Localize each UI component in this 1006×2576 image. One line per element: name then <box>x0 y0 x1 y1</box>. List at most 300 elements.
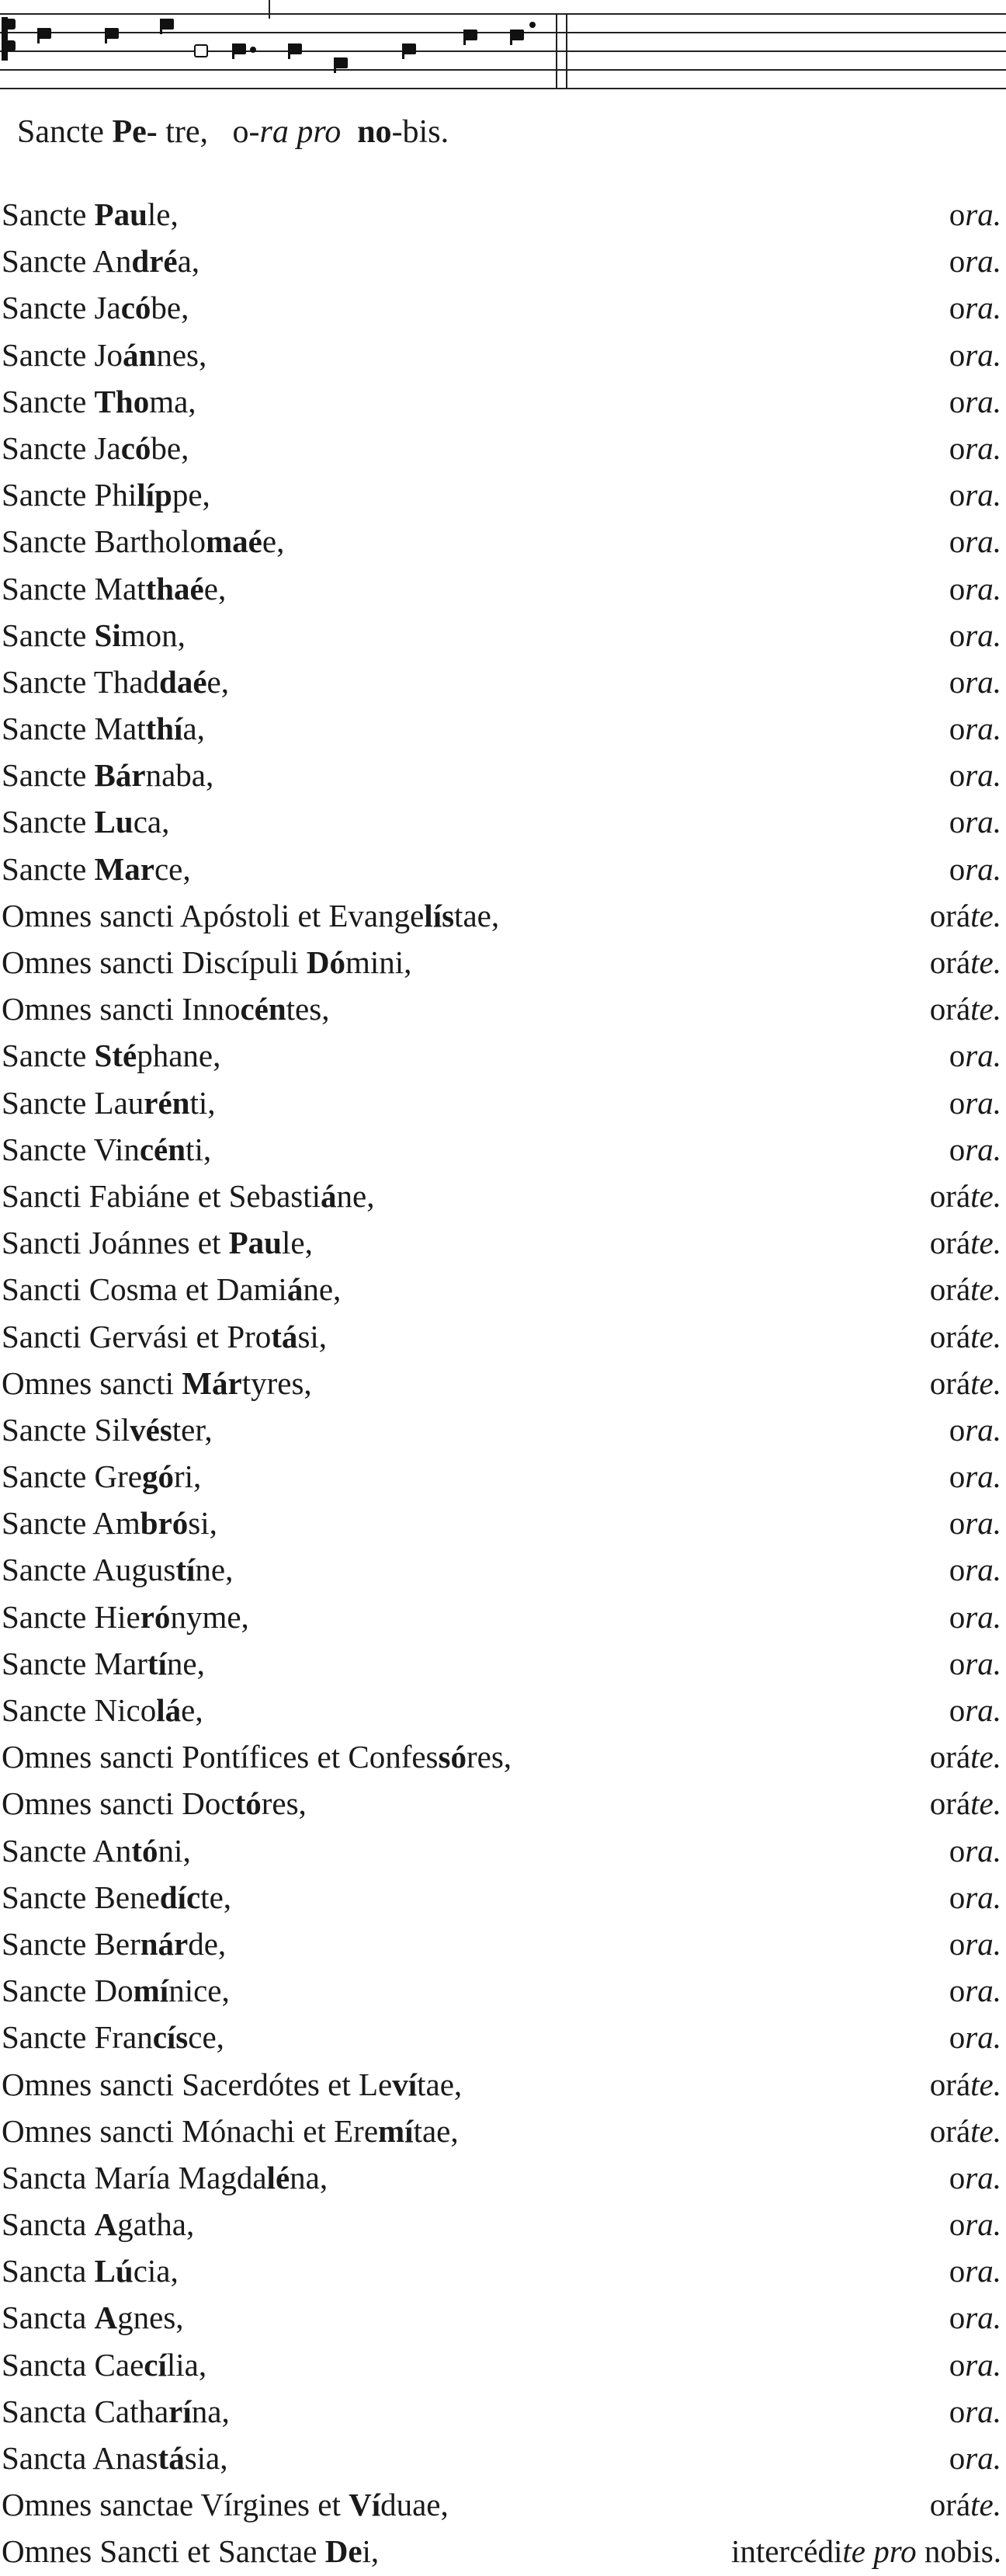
invocation <box>2 1219 313 1266</box>
response-segment: orá <box>929 1225 971 1261</box>
invocation <box>2 612 186 659</box>
response-segment: o <box>949 711 966 747</box>
invocation-segment: Sancte Fran <box>2 2019 153 2056</box>
invocation <box>2 1967 230 2014</box>
litany-row <box>0 1453 1001 1500</box>
invocation-segment: ne, <box>166 1645 205 1681</box>
invocation-segment: e, <box>262 523 285 560</box>
punctum-note <box>463 30 477 45</box>
response-segment: te. <box>970 991 1001 1027</box>
response-segment: ra. <box>965 617 1001 653</box>
invocation-segment: tae, <box>417 2066 463 2102</box>
invocation-segment: tó <box>131 1832 158 1869</box>
invocation-segment: gó <box>142 1458 174 1495</box>
invocation-segment: Sancta <box>2 2300 95 2336</box>
invocation <box>2 2108 459 2154</box>
response-segment: o <box>949 2019 966 2056</box>
invocation-segment: Sancte Jo <box>2 336 123 373</box>
invocation <box>2 2061 462 2108</box>
invocation-segment: Omnes sancti Pontífices et Confes <box>2 1739 439 1775</box>
response-segment: orá <box>929 1271 971 1308</box>
response <box>949 518 1001 565</box>
invocation-segment: án <box>123 336 157 373</box>
response-segment: ra. <box>965 290 1001 326</box>
litany-row <box>0 2388 1001 2435</box>
invocation-segment: ter, <box>172 1411 213 1448</box>
invocation-segment: Omnes sanctae Vírgines et <box>2 2487 349 2523</box>
invocation-segment: cén <box>240 991 286 1027</box>
invocation-segment: ce, <box>154 850 191 887</box>
invocation-segment: á <box>321 1177 337 1214</box>
invocation-segment: Bár <box>94 757 146 794</box>
invocation-segment: Már <box>182 1364 242 1401</box>
litany-row <box>0 2435 1001 2481</box>
invocation-segment: Omnes sancti Doc <box>2 1785 235 1822</box>
response-segment: ra. <box>965 804 1001 840</box>
response-segment: ra. <box>965 243 1001 280</box>
response-segment: te. <box>970 1318 1001 1354</box>
response <box>949 1874 1001 1921</box>
response-segment: ra. <box>965 2393 1001 2429</box>
invocation-segment: tá <box>271 1318 298 1354</box>
invocation-segment: Sancti Cosma et Dami <box>2 1271 287 1308</box>
invocation-segment: Sancte An <box>2 1832 132 1869</box>
invocation-segment: tí <box>147 1645 167 1681</box>
invocation-segment: ti, <box>189 1084 216 1121</box>
invocation-segment: naba, <box>145 757 214 794</box>
invocation <box>2 2247 179 2294</box>
invocation-segment: Sancta María Magda <box>2 2159 267 2195</box>
response <box>949 659 1001 705</box>
lyric-syllable: pro <box>297 114 342 150</box>
invocation-segment: tes, <box>286 991 330 1027</box>
response-segment: ra. <box>965 1411 1001 1448</box>
invocation <box>2 986 329 1032</box>
response-segment: o <box>949 2253 966 2289</box>
response-segment: ra. <box>965 429 1001 466</box>
response-segment: o <box>949 1084 966 1121</box>
litany-row <box>0 332 1001 378</box>
invocation-segment: Sancti Fabiáne et Sebasti <box>2 1177 321 1214</box>
invocation-segment: tí <box>175 1552 196 1588</box>
invocation-segment: ce, <box>188 2019 224 2056</box>
invocation <box>2 2341 206 2388</box>
response-segment: ra. <box>965 1084 1001 1121</box>
response <box>949 2247 1001 2294</box>
invocation-segment: Sancte <box>2 1038 95 1074</box>
response-segment: ra. <box>965 850 1001 887</box>
invocation <box>2 1313 327 1360</box>
invocation-segment: thí <box>145 711 183 747</box>
response-segment: o <box>949 523 966 560</box>
response-segment: o <box>949 850 966 887</box>
invocation-segment: Sancte Nico <box>2 1692 157 1728</box>
invocation-segment: thaé <box>145 570 204 607</box>
invocation-segment: cí <box>144 2346 167 2383</box>
response-segment: ra. <box>965 477 1001 513</box>
response <box>949 565 1001 612</box>
punctum-note <box>510 30 524 45</box>
invocation-segment: A <box>94 2300 118 2336</box>
response <box>949 1827 1001 1874</box>
invocation-segment: e, <box>203 570 227 607</box>
response <box>930 1219 1001 1266</box>
invocation-segment: Ví <box>349 2487 381 2523</box>
invocation-segment: á <box>286 1271 304 1308</box>
punctum-note <box>232 43 246 59</box>
invocation-segment: res, <box>261 1785 307 1822</box>
response-segment: o <box>949 1505 966 1542</box>
invocation <box>2 1453 201 1500</box>
response-segment: o <box>949 290 966 326</box>
litany-row <box>0 2154 1001 2201</box>
invocation <box>2 425 189 471</box>
response-segment: o <box>949 1552 966 1588</box>
invocation-segment: lé <box>266 2159 290 2195</box>
invocation <box>2 471 210 518</box>
invocation <box>2 1032 220 1079</box>
response-segment: ra. <box>965 757 1001 794</box>
response <box>949 1500 1001 1546</box>
invocation-segment: Omnes sancti Apóstoli et Evange <box>2 897 425 933</box>
invocation-segment: ri, <box>174 1458 202 1495</box>
invocation-segment: Sancta Anas <box>2 2440 158 2476</box>
litany-row <box>0 1967 1001 2014</box>
punctum-note <box>288 43 302 59</box>
response-segment: o <box>949 1832 966 1869</box>
invocation-segment: nes, <box>156 336 207 373</box>
response <box>949 2014 1001 2060</box>
invocation-segment: Omnes sancti Inno <box>2 991 241 1027</box>
invocation-segment: cís <box>152 2019 189 2056</box>
litany-row <box>0 2014 1001 2060</box>
lyric-syllable: ra <box>259 114 289 150</box>
response-segment: o <box>949 196 966 232</box>
response-segment: te. <box>970 2487 1001 2523</box>
response <box>949 1406 1001 1453</box>
response-segment: o <box>949 804 966 840</box>
response-segment: orá <box>929 944 971 980</box>
invocation-segment: Sancte <box>2 617 95 653</box>
invocation-segment: mí <box>378 2112 414 2149</box>
invocation-segment: daé <box>159 663 207 700</box>
litany-row <box>0 1874 1001 1921</box>
response <box>949 332 1001 378</box>
invocation-segment: Sancte Bartholo <box>2 523 206 560</box>
litany-row <box>0 846 1001 892</box>
invocation-segment: pe, <box>172 477 210 513</box>
response <box>930 892 1001 939</box>
invocation-segment: Sancta <box>2 2253 95 2289</box>
litany-row <box>0 1266 1001 1312</box>
response <box>949 471 1001 518</box>
litany-row <box>0 425 1001 471</box>
response-segment: o <box>949 1458 966 1495</box>
punctum-note <box>402 43 416 59</box>
lyric-syllable: Pe- <box>112 114 158 150</box>
response <box>949 2154 1001 2201</box>
invocation <box>2 2481 449 2528</box>
invocation-segment: Sancte Ja <box>2 429 121 466</box>
invocation-segment: Omnes Sancti et Sanctae <box>2 2533 325 2570</box>
invocation <box>2 284 189 331</box>
invocation-segment: Sancte Do <box>2 1973 134 2009</box>
invocation-segment: be, <box>151 429 189 466</box>
invocation-segment: Sancte Am <box>2 1505 140 1542</box>
invocation-segment: mon, <box>120 617 186 653</box>
litany-row <box>0 798 1001 845</box>
response-segment: te. <box>970 1271 1001 1308</box>
invocation-segment: Sancta <box>2 2206 95 2243</box>
response-segment: orá <box>929 1739 971 1775</box>
invocation-segment: nyme, <box>170 1598 249 1635</box>
invocation <box>2 1874 231 1921</box>
invocation-segment: ne, <box>336 1177 375 1214</box>
invocation <box>2 846 191 892</box>
invocation-segment: Sancte Augus <box>2 1552 176 1588</box>
response-segment: te. <box>970 1225 1001 1261</box>
litany-row <box>0 612 1001 659</box>
response-segment: ra. <box>965 1973 1001 2009</box>
punctum-note <box>105 28 119 43</box>
lyric-syllable: Sancte <box>17 114 113 150</box>
invocation-segment: Si <box>94 617 121 653</box>
litany-row <box>0 2481 1001 2528</box>
litany-row <box>0 1406 1001 1453</box>
litany-row <box>0 2061 1001 2108</box>
response-segment: o <box>949 2346 966 2383</box>
invocation <box>2 1827 191 1874</box>
response-segment: ra. <box>965 1505 1001 1542</box>
invocation <box>2 238 199 284</box>
response-segment: ra. <box>965 570 1001 607</box>
response-segment: nobis. <box>916 2533 1001 2570</box>
litany-row <box>0 1126 1001 1173</box>
invocation-segment: Sancti Gervási et Pro <box>2 1318 272 1354</box>
punctum-mora <box>250 47 256 53</box>
invocation <box>2 1126 211 1173</box>
response-segment: ra. <box>965 1598 1001 1635</box>
litany-row <box>0 705 1001 752</box>
invocation-segment: Omnes sancti <box>2 1364 182 1401</box>
invocation-segment: Dó <box>306 944 345 980</box>
invocation-segment: Sancte Bene <box>2 1879 160 1915</box>
invocation-segment: Sancte Ber <box>2 1925 140 1962</box>
response <box>731 2528 1001 2574</box>
response-segment: o <box>949 757 966 794</box>
response-segment: orá <box>929 1364 971 1401</box>
invocation <box>2 2435 228 2481</box>
response-segment: te. <box>970 2112 1001 2149</box>
response-segment: ra. <box>965 663 1001 700</box>
invocation <box>2 2528 379 2574</box>
invocation-segment: na, <box>290 2159 328 2195</box>
response-segment: te. <box>970 1177 1001 1214</box>
response <box>949 2341 1001 2388</box>
litany-row <box>0 1079 1001 1126</box>
invocation-segment: Sancte Mat <box>2 570 146 607</box>
invocation-segment: ne, <box>303 1271 342 1308</box>
response-segment: orá <box>929 991 971 1027</box>
litany-row <box>0 2247 1001 2294</box>
response-segment: ra. <box>965 196 1001 232</box>
response-segment: o <box>949 1973 966 2009</box>
invocation-segment: tó <box>234 1785 262 1822</box>
invocation-segment: ti, <box>186 1131 212 1167</box>
invocation <box>2 1173 375 1219</box>
invocation <box>2 1546 233 1593</box>
response-segment: ra. <box>965 1131 1001 1167</box>
response <box>949 612 1001 659</box>
invocation-segment: de, <box>188 1925 227 1962</box>
response <box>930 2061 1001 2108</box>
litany-row <box>0 986 1001 1032</box>
response <box>949 1126 1001 1173</box>
invocation-segment: gnes, <box>117 2300 184 2336</box>
invocation-segment: gatha, <box>117 2206 195 2243</box>
response-segment: ra. <box>965 2019 1001 2056</box>
invocation <box>2 798 169 845</box>
invocation-segment: Sancte <box>2 196 95 232</box>
invocation-segment: Sancte Phi <box>2 477 137 513</box>
invocation-segment: lá <box>156 1692 182 1728</box>
litany-row <box>0 2341 1001 2388</box>
invocation-segment: tae, <box>413 2112 459 2149</box>
invocation <box>2 939 411 986</box>
response-segment: o <box>949 663 966 700</box>
invocation-segment: Sté <box>94 1038 137 1074</box>
response-segment: o <box>949 429 966 466</box>
response <box>949 2294 1001 2341</box>
response-segment: te <box>842 2533 866 2570</box>
response-segment: ra. <box>965 2206 1001 2243</box>
invocation-segment: sia, <box>184 2440 228 2476</box>
response <box>930 2108 1001 2154</box>
response-segment: o <box>949 383 966 419</box>
invocation-segment: mini, <box>345 944 412 980</box>
response-segment: o <box>949 1645 966 1681</box>
invocation-segment: te, <box>200 1879 232 1915</box>
response-segment: ra. <box>965 2253 1001 2289</box>
response-segment: ra. <box>965 2440 1001 2476</box>
invocation-segment: Sancte An <box>2 243 132 280</box>
punctum-note <box>37 28 51 43</box>
invocation-segment: díc <box>159 1879 201 1915</box>
response <box>949 1453 1001 1500</box>
invocation-segment: ne, <box>195 1552 234 1588</box>
hollow-punctum-note <box>195 45 207 57</box>
invocation-segment: Sancte Thad <box>2 663 160 700</box>
response-segment: o <box>949 617 966 653</box>
invocation-segment: Sancte Gre <box>2 1458 142 1495</box>
invocation-segment: có <box>120 290 151 326</box>
response-segment: te. <box>970 1785 1001 1822</box>
invocation-segment: ró <box>140 1598 171 1635</box>
litany-row <box>0 1640 1001 1687</box>
invocation-segment: bró <box>140 1505 189 1542</box>
litany-row <box>0 1921 1001 1967</box>
response-segment: te. <box>970 897 1001 933</box>
lyric-syllable: -bis. <box>391 114 449 150</box>
response-segment: orá <box>929 897 971 933</box>
response-segment: ra. <box>965 1879 1001 1915</box>
response-segment: ra. <box>965 1692 1001 1728</box>
invocation-segment: Sancta Cae <box>2 2346 144 2383</box>
litany-row <box>0 2108 1001 2154</box>
litany-row <box>0 1032 1001 1079</box>
invocation-segment: Omnes sancti Sacerdótes et Le <box>2 2066 393 2102</box>
litany-row <box>0 565 1001 612</box>
response <box>930 1360 1001 1406</box>
response-segment: ra. <box>965 2159 1001 2195</box>
punctum-mora <box>529 22 536 28</box>
response-segment: ra. <box>965 1038 1001 1074</box>
invocation-segment: a, <box>177 243 200 280</box>
response-segment: o <box>949 2206 966 2243</box>
response-segment: te. <box>970 1739 1001 1775</box>
invocation <box>2 518 284 565</box>
litany-row <box>0 1219 1001 1266</box>
invocation <box>2 2014 224 2060</box>
lyric-syllable <box>289 114 297 150</box>
invocation-segment: si, <box>188 1505 217 1542</box>
response <box>930 1266 1001 1312</box>
invocation-segment: ca, <box>133 804 170 840</box>
invocation-segment: ma, <box>149 383 196 419</box>
response-segment: ra. <box>965 1832 1001 1869</box>
response-segment: ra. <box>965 2300 1001 2336</box>
litany-row <box>0 378 1001 425</box>
response-segment: o <box>949 1411 966 1448</box>
invocation-segment: Sancte <box>2 757 95 794</box>
response-segment: o <box>949 1925 966 1962</box>
invocation-segment: phane, <box>137 1038 221 1074</box>
invocation <box>2 1640 205 1687</box>
response-segment: pro <box>873 2533 917 2570</box>
invocation-segment: Tho <box>94 383 150 419</box>
litany-row <box>0 471 1001 518</box>
litany-row <box>0 2201 1001 2247</box>
response-segment: ra. <box>965 1552 1001 1588</box>
invocation-segment: e, <box>181 1692 203 1728</box>
response <box>949 2201 1001 2247</box>
response <box>949 1079 1001 1126</box>
response-segment: ra. <box>965 711 1001 747</box>
lyric-syllable: tre, o- <box>157 114 260 150</box>
response <box>949 1640 1001 1687</box>
invocation-segment: Sancta Catha <box>2 2393 169 2429</box>
response-segment: orá <box>929 1785 971 1822</box>
litany-row <box>0 1500 1001 1546</box>
response <box>930 986 1001 1032</box>
response <box>949 1687 1001 1733</box>
invocation-segment: a, <box>182 711 205 747</box>
invocation <box>2 1500 217 1546</box>
invocation-segment: le, <box>282 1225 313 1261</box>
invocation-segment: mí <box>133 1973 169 2009</box>
invocation-segment: Sancte <box>2 850 95 887</box>
response-segment: ra. <box>965 2346 1001 2383</box>
response <box>930 939 1001 986</box>
invocation-segment: nice, <box>168 1973 230 2009</box>
litany-row <box>0 1687 1001 1733</box>
invocation-segment: Sancte <box>2 804 95 840</box>
response-segment: ra. <box>965 1925 1001 1962</box>
invocation-segment: Lu <box>94 804 134 840</box>
invocation-segment: maé <box>206 523 262 560</box>
invocation <box>2 2201 194 2247</box>
litany-row <box>0 1313 1001 1360</box>
